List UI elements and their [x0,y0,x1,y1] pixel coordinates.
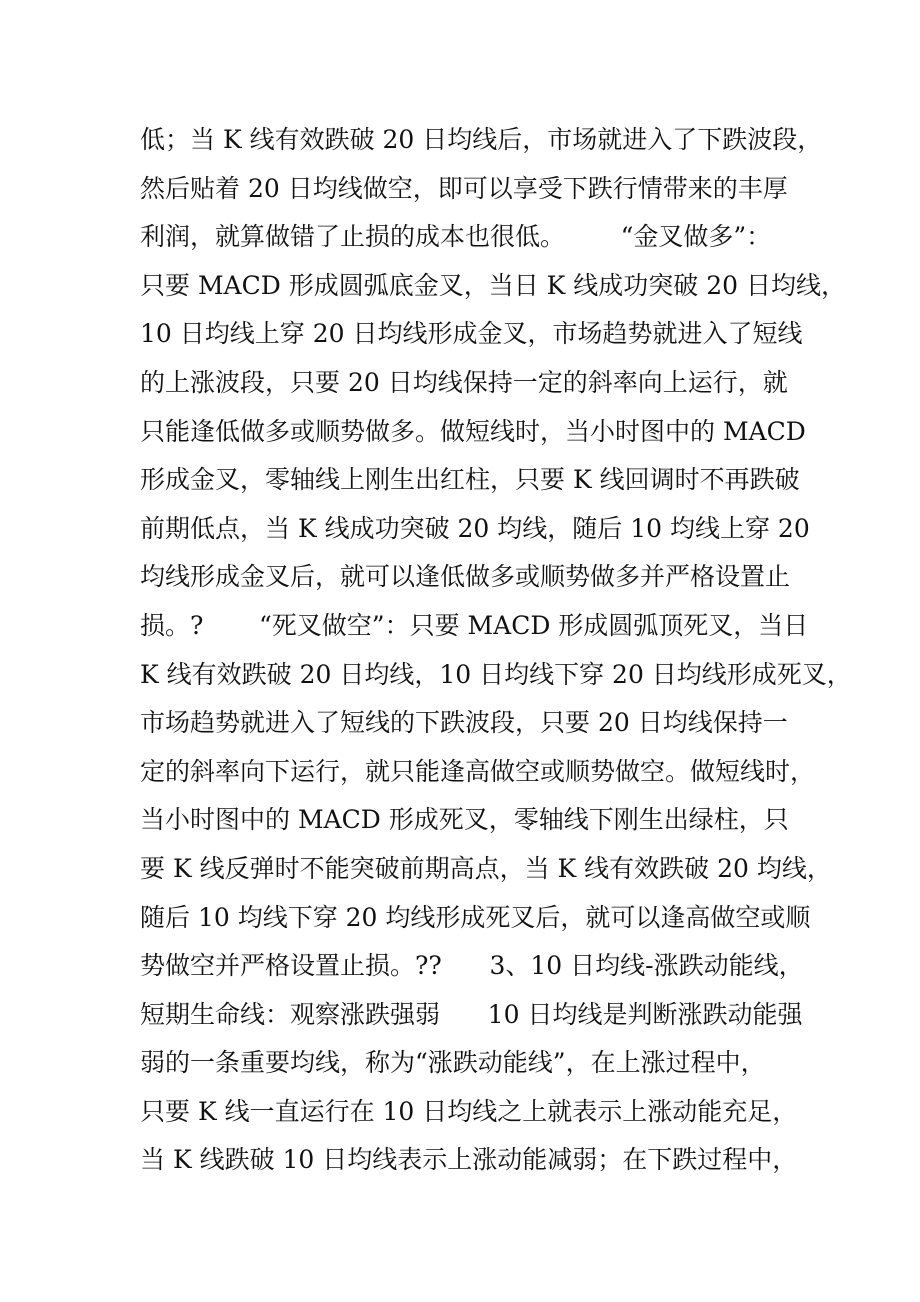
text-line: 只能逢低做多或顺势做多。做短线时，当小时图中的 MACD [140,416,806,446]
text-line: 只要 MACD 形成圆弧底金叉，当日 K 线成功突破 20 日均线， [140,270,846,300]
text-line: 势做空并严格设置止损。?? 3、10 日均线-涨跌动能线， [140,951,804,981]
text-line: 低；当 K 线有效跌破 20 日均线后，市场就进入了下跌波段， [140,125,823,154]
text-line: 要 K 线反弹时不能突破前期高点，当 K 线有效跌破 20 均线， [140,853,832,883]
text-line: K 线有效跌破 20 日均线，10 日均线下穿 20 日均线形成死叉， [140,659,852,689]
text-line: 然后贴着 20 日均线做空，即可以享受下跌行情带来的丰厚 [140,173,788,203]
text-line: 随后 10 均线下穿 20 均线形成死叉后，就可以逢高做空或顺 [140,902,811,932]
text-line: 当小时图中的 MACD 形成死叉，零轴线下刚生出绿柱，只 [140,805,789,835]
text-line: 前期低点，当 K 线成功突破 20 均线，随后 10 均线上穿 20 [140,513,810,543]
text-line: 均线形成金叉后，就可以逢低做多或顺势做多并严格设置止 [140,562,791,592]
text-line: 定的斜率向下运行，就只能逢高做空或顺势做空。做短线时， [140,756,816,786]
text-line: 10 日均线上穿 20 日均线形成金叉，市场趋势就进入了短线 [140,319,803,349]
text-line: 利润，就算做错了止损的成本也很低。 “金叉做多”： [140,222,772,252]
text-line: 只要 K 线一直运行在 10 日均线之上就表示上涨动能充足， [140,1096,798,1126]
text-line: 当 K 线跌破 10 日均线表示上涨动能减弱；在下跌过程中， [140,1145,798,1175]
text-line: 的上涨波段，只要 20 日均线保持一定的斜率向上运行，就 [140,367,788,397]
text-line: 损。? “死叉做空”：只要 MACD 形成圆弧顶死叉，当日 [140,610,809,640]
text-line: 形成金叉，零轴线上刚生出红柱，只要 K 线回调时不再跌破 [140,465,800,495]
text-line: 市场趋势就进入了短线的下跌波段，只要 20 日均线保持一 [140,708,788,738]
body-text [140,116,852,1185]
text-line: 弱的一条重要均线，称为“涨跌动能线”，在上涨过程中， [140,1048,766,1078]
text-line: 短期生命线：观察涨跌强弱 10 日均线是判断涨跌动能强 [140,999,803,1029]
